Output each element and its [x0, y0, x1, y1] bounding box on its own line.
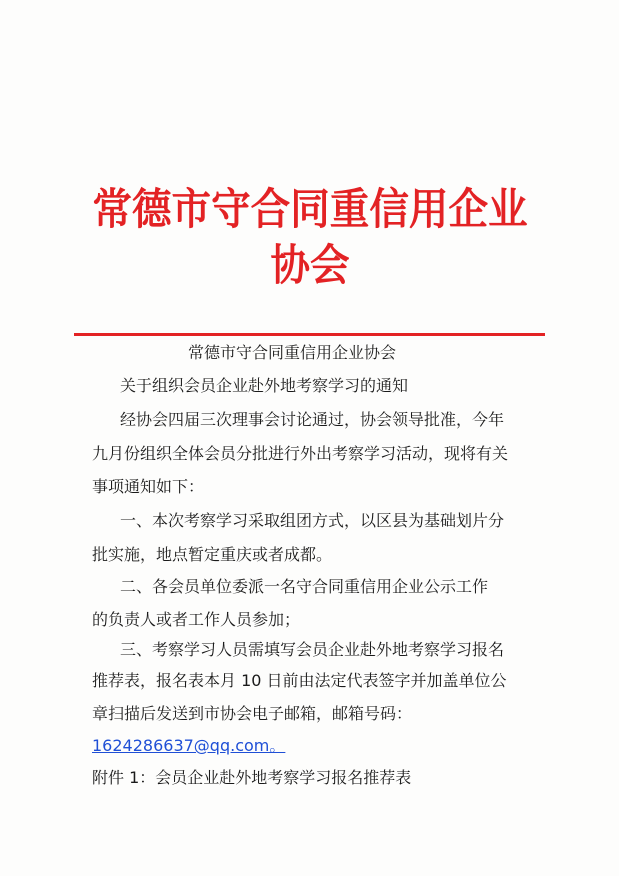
- paragraph-line: 批实施，地点暂定重庆或者成都。: [92, 545, 333, 564]
- paragraph-line: 事项通知如下：: [92, 477, 205, 496]
- attachment-line: 附件 1：会员企业赴外地考察学习报名推荐表: [92, 768, 412, 787]
- paragraph-line: 经协会四届三次理事会讨论通过，协会领导批准，今年: [120, 410, 505, 429]
- paragraph-line: 一、本次考察学习采取组团方式，以区县为基础划片分: [120, 511, 505, 530]
- paragraph-line: 九月份组织全体会员分批进行外出考察学习活动，现将有关: [92, 444, 509, 463]
- paragraph-line: 推荐表，报名表本月 10 日前由法定代表签字并加盖单位公: [92, 671, 507, 690]
- letterhead-title: 常德市守合同重信用企业协会: [92, 185, 528, 291]
- notice-subject: 关于组织会员企业赴外地考察学习的通知: [120, 376, 409, 395]
- paragraph-line: 二、各会员单位委派一名守合同重信用企业公示工作: [120, 577, 489, 596]
- paragraph-line: 的负责人或者工作人员参加；: [92, 610, 301, 629]
- paragraph-line: 章扫描后发送到市协会电子邮箱，邮箱号码：: [92, 704, 413, 723]
- paragraph-line: 三、考察学习人员需填写会员企业赴外地考察学习报名: [120, 640, 505, 659]
- letterhead-divider: [74, 333, 545, 336]
- notice-org-line: 常德市守合同重信用企业协会: [188, 343, 397, 362]
- email-link[interactable]: 1624286637@qq.com。: [92, 736, 286, 755]
